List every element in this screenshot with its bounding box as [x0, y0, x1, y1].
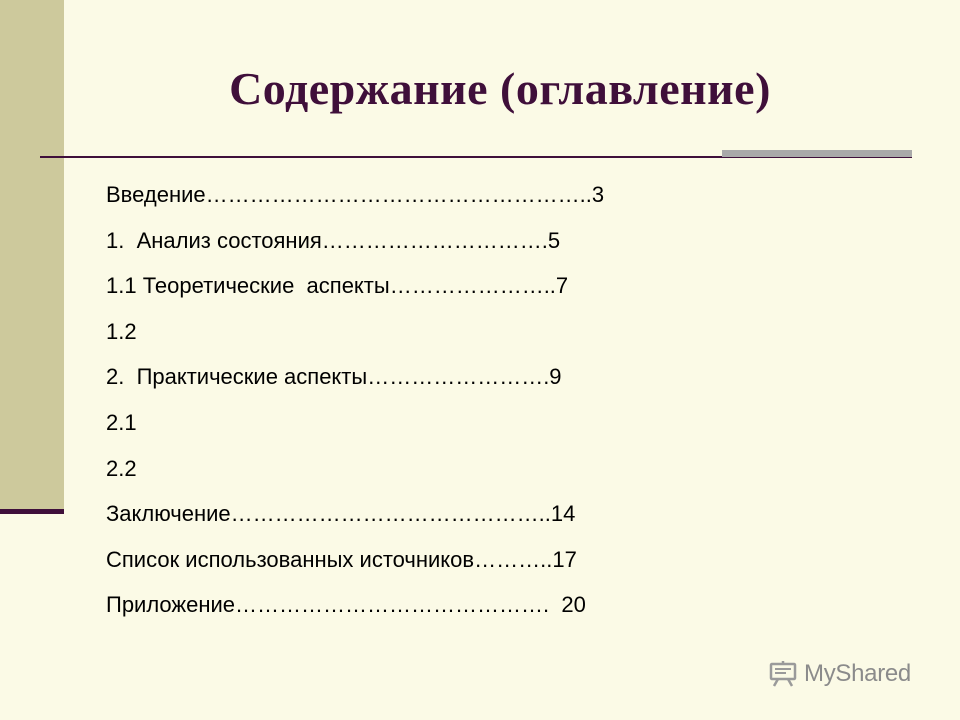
toc-item-1-1: 1.1 Теоретические аспекты…………………..7 — [106, 273, 569, 299]
side-accent-band — [0, 0, 64, 512]
presentation-board-icon — [768, 661, 798, 687]
toc-item-1: 1. Анализ состояния………………………….5 — [106, 227, 561, 253]
toc-item-appendix: Приложение……………………………………. 20 — [106, 592, 586, 618]
side-accent-tick — [0, 509, 64, 514]
watermark — [768, 658, 928, 690]
toc-item-1-2: 1.2 — [106, 318, 137, 344]
toc-item-2-2: 2.2 — [106, 455, 137, 481]
toc-item-2-1: 2.1 — [106, 409, 137, 435]
watermark-text: MyShared — [804, 660, 911, 687]
toc-item-2: 2. Практические аспекты…………………….9 — [106, 364, 562, 390]
slide-title: Содержание (оглавление) — [229, 63, 771, 114]
toc-item-introduction: Введение……………………………………………..3 — [106, 182, 605, 207]
title-rule-gray — [722, 150, 912, 157]
toc-item-conclusion: Заключение……………………………………..14 — [106, 501, 576, 527]
toc-item-references: Список использованных источников………..17 — [106, 546, 577, 572]
table-of-contents — [106, 172, 866, 628]
